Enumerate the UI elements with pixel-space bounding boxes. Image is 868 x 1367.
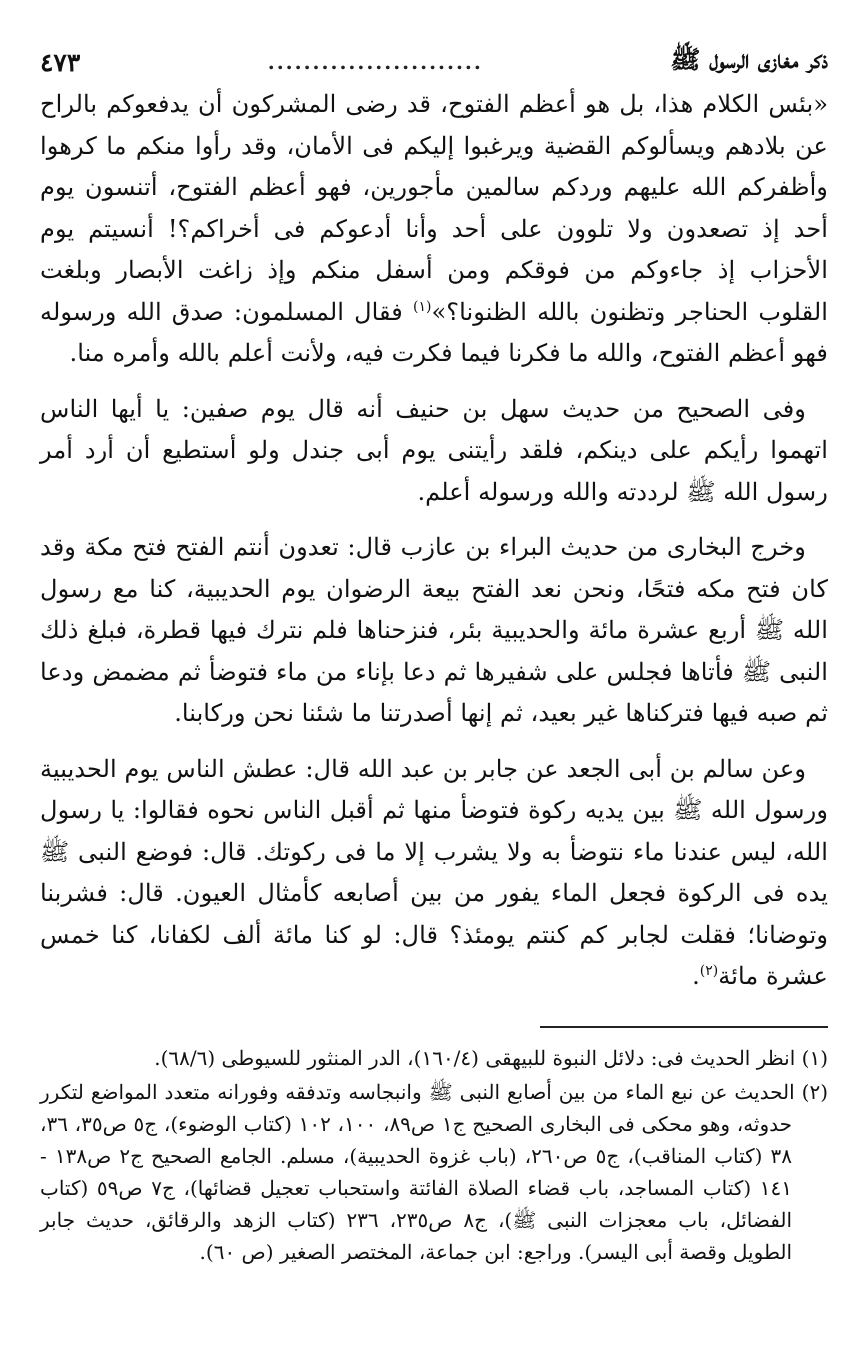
footnote-2: (٢) الحديث عن نبع الماء من بين أصابع النبى ﷺ وانبجاسه وتدفقه وفورانه متعدد المواضع لتكرر حدوثه، وهو محكى فى البخارى الصحيح ج١ ص٨٩، ١٠٠، ١٠٢ (كتاب الوضوء)، ج٥ ص٣٥، ٣٦، ٣٨ (كتاب المناقب)، ج٥ ص٢٦٠، (باب غزوة الحديبية)، مسلم. الجامع الصحيح ج٢ ص١٣٨ - ١٤١ (كتاب المساجد، باب قضاء الصلاة الفائتة واستحباب تعجيل قضائها)، ج٧ ص٥٩ (كتاب الفضائل، باب معجزات النبى ﷺ)، ج٨ ص٢٣٥، ٢٣٦ (كتاب الزهد والرقائق، حديث جابر الطويل وقصة أبى اليسر). وراجع: ابن جماعة، المختصر الصغير (ص ٦٠). bbox=[40, 1079, 828, 1264]
footnote-1: (١) انظر الحديث فى: دلائل النبوة للبيهقى (١٦٠/٤)، الدر المنثور للسيوطى (٦٨/٦). bbox=[154, 1045, 828, 1070]
paragraph-1-text: «بئس الكلام هذا، بل هو أعظم الفتوح، قد رضى المشركون أن يدفعوكم بالراح عن بلادهم ويسألوكم القضية ويرغبوا إليكم فى الأمان، وقد رأوا منكم ما كرهوا وأظفركم الله عليهم وردكم سالمين مأجورين، فهو أعظم الفتوح، أتنسون يوم أحد إذ تصعدون ولا تلوون على أحد وأنا أدعوكم فى أخراكم؟! أنسيتم يوم الأحزاب إذ جاءوكم من فوقكم ومن أسفل منكم وإذ زاغت الأبصار وبلغت القلوب الحناجر وتظنون بالله الظنونا؟» bbox=[40, 90, 828, 326]
paragraph-4-tail: . bbox=[692, 962, 700, 990]
paragraph-4 bbox=[40, 749, 828, 998]
footnote-separator bbox=[540, 1026, 828, 1028]
book-page bbox=[40, 40, 828, 1340]
paragraph-3 bbox=[40, 527, 828, 735]
paragraph-1 bbox=[40, 84, 828, 375]
paragraph-2-text: وفى الصحيح من حديث سهل بن حنيف أنه قال يوم صفين: يا أيها الناس اتهموا رأيكم على دينكم، فلقد رأيتنى يوم أبى جندل ولو أستطيع أن أرد أمر رسول الله ﷺ لرددته والله ورسوله أعلم. bbox=[40, 394, 828, 506]
header-leader-dots: ........................ bbox=[267, 50, 483, 74]
page-number: ٤٧٣ bbox=[40, 47, 81, 77]
chapter-title: ذكر مغازى الرسول ﷺ bbox=[670, 44, 828, 74]
paragraph-2 bbox=[40, 389, 828, 514]
running-header bbox=[40, 40, 828, 84]
footnote-marker-2: (٢) bbox=[699, 962, 719, 979]
footnote-marker-1: (١) bbox=[413, 298, 432, 315]
footnotes bbox=[40, 1042, 828, 1268]
main-text bbox=[40, 84, 828, 998]
paragraph-4-text: وعن سالم بن أبى الجعد عن جابر بن عبد الله قال: عطش الناس يوم الحديبية ورسول الله ﷺ بين يديه ركوة فتوضأ منها ثم أقبل الناس نحوه فقالوا: يا رسول الله، ليس عندنا ماء نتوضأ به ولا يشرب إلا ما فى ركوتك. قال: فوضع النبى ﷺ يده فى الركوة فجعل الماء يفور من بين أصابعه كأمثال العيون. قال: فشربنا وتوضانا؛ فقلت لجابر كم كنتم يومئذ؟ قال: لو كنا مائة ألف لكفانا، كنا خمس عشرة مائة bbox=[40, 754, 828, 990]
paragraph-1-tail: فقال المسلمون: صدق الله ورسوله فهو أعظم الفتوح، والله ما فكرنا فيما فكرت فيه، ولأنت أعلم بالله وأمره منا. bbox=[40, 297, 828, 367]
paragraph-3-text: وخرج البخارى من حديث البراء بن عازب قال: تعدون أنتم الفتح فتح مكة وقد كان فتح مكه فتحًا، ونحن نعد الفتح بيعة الرضوان يوم الحديبية، كنا مع رسول الله ﷺ أربع عشرة مائة والحديبية بئر، فنزحناها فلم نترك فيها قطرة، فبلغ ذلك النبى ﷺ فأتاها فجلس على شفيرها ثم دعا بإناء من ماء فتوضأ ثم مضمض ودعا ثم صبه فيها فتركناها غير بعيد، ثم إنها أصدرتنا ما شئنا نحن وركابنا. bbox=[40, 533, 828, 727]
